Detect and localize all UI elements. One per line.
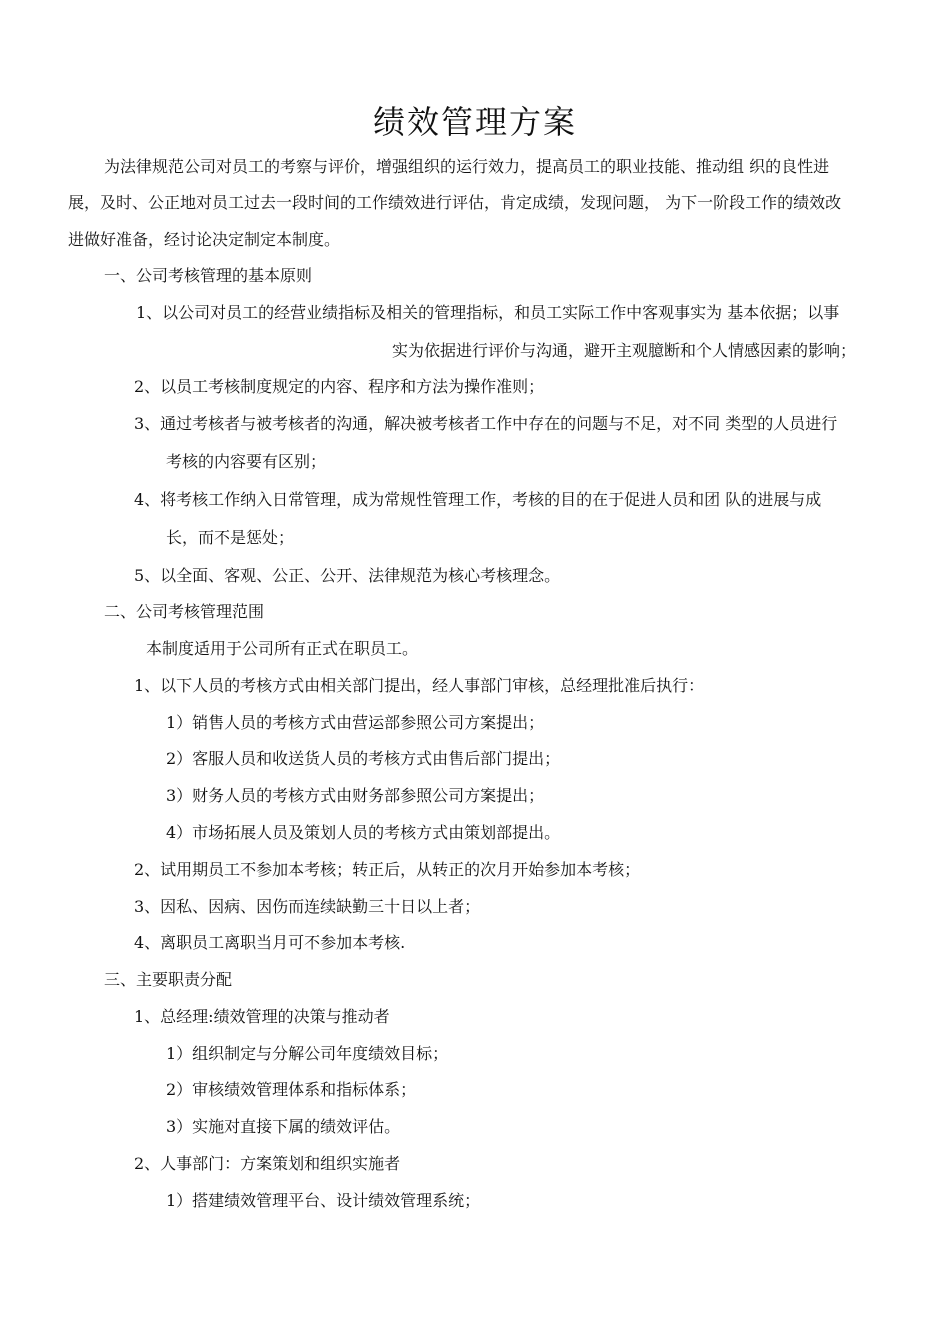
section1-item3-line2: 考核的内容要有区别； (166, 452, 327, 471)
section3-item1: 1、总经理:绩效管理的决策与推动者 (134, 1007, 390, 1026)
intro-line-3: 进做好准备，经讨论决定制定本制度。 (68, 230, 341, 249)
section2-item3: 3、因私、因病、因伤而连续缺勤三十日以上者； (134, 897, 481, 916)
section1-item5: 5、以全面、客观、公正、公开、法律规范为核心考核理念。 (134, 566, 561, 585)
section3-item2: 2、人事部门：方案策划和组织实施者 (134, 1154, 401, 1173)
section2-sub2: 2）客服人员和收送货人员的考核方式由售后部门提出； (166, 749, 561, 768)
section2-scope: 本制度适用于公司所有正式在职员工。 (146, 639, 419, 658)
section3-item1-sub1: 1）组织制定与分解公司年度绩效目标； (166, 1044, 449, 1063)
section3-heading: 三、主要职责分配 (104, 970, 233, 989)
section2-item4: 4、离职员工离职当月可不参加本考核. (134, 933, 406, 952)
section1-item1-line1: 1、以公司对员工的经营业绩指标及相关的管理指标，和员工实际工作中客观事实为 基本依据；以事 (136, 303, 840, 322)
section1-heading: 一、公司考核管理的基本原则 (104, 266, 313, 285)
section3-item1-sub3: 3）实施对直接下属的绩效评估。 (166, 1117, 401, 1136)
section1-item2: 2、以员工考核制度规定的内容、程序和方法为操作准则； (134, 377, 545, 396)
section2-item2: 2、试用期员工不参加本考核；转正后，从转正的次月开始参加本考核； (134, 860, 641, 879)
section2-sub1: 1）销售人员的考核方式由营运部参照公司方案提出； (166, 713, 545, 732)
section1-item4-line1: 4、将考核工作纳入日常管理，成为常规性管理工作，考核的目的在于促进人员和团 队的进展与成 (134, 490, 822, 509)
section1-item3-line1: 3、通过考核者与被考核者的沟通，解决被考核者工作中存在的问题与不足，对不同 类型的人员进行 (134, 414, 838, 433)
section2-heading: 二、公司考核管理范围 (104, 602, 265, 621)
section1-item1-line2: 实为依据进行评价与沟通，避开主观臆断和个人情感因素的影响； (392, 341, 857, 360)
section1-item4-line2: 长，而不是惩处； (166, 528, 295, 547)
section2-sub3: 3）财务人员的考核方式由财务部参照公司方案提出； (166, 786, 545, 805)
intro-line-1: 为法律规范公司对员工的考察与评价，增强组织的运行效力，提高员工的职业技能、推动组 织的良性进 (104, 157, 830, 176)
section3-item2-sub1: 1）搭建绩效管理平台、设计绩效管理系统； (166, 1191, 481, 1210)
intro-line-2: 展，及时、公正地对员工过去一段时间的工作绩效进行评估，肯定成绩，发现问题， 为下一阶段工作的绩效改 (68, 193, 842, 212)
section3-item1-sub2: 2）审核绩效管理体系和指标体系； (166, 1080, 417, 1099)
document-title: 绩效管理方案 (372, 103, 577, 141)
section2-sub4: 4）市场拓展人员及策划人员的考核方式由策划部提出。 (166, 823, 561, 842)
section2-item1: 1、以下人员的考核方式由相关部门提出，经人事部门审核，总经理批准后执行： (134, 676, 705, 695)
